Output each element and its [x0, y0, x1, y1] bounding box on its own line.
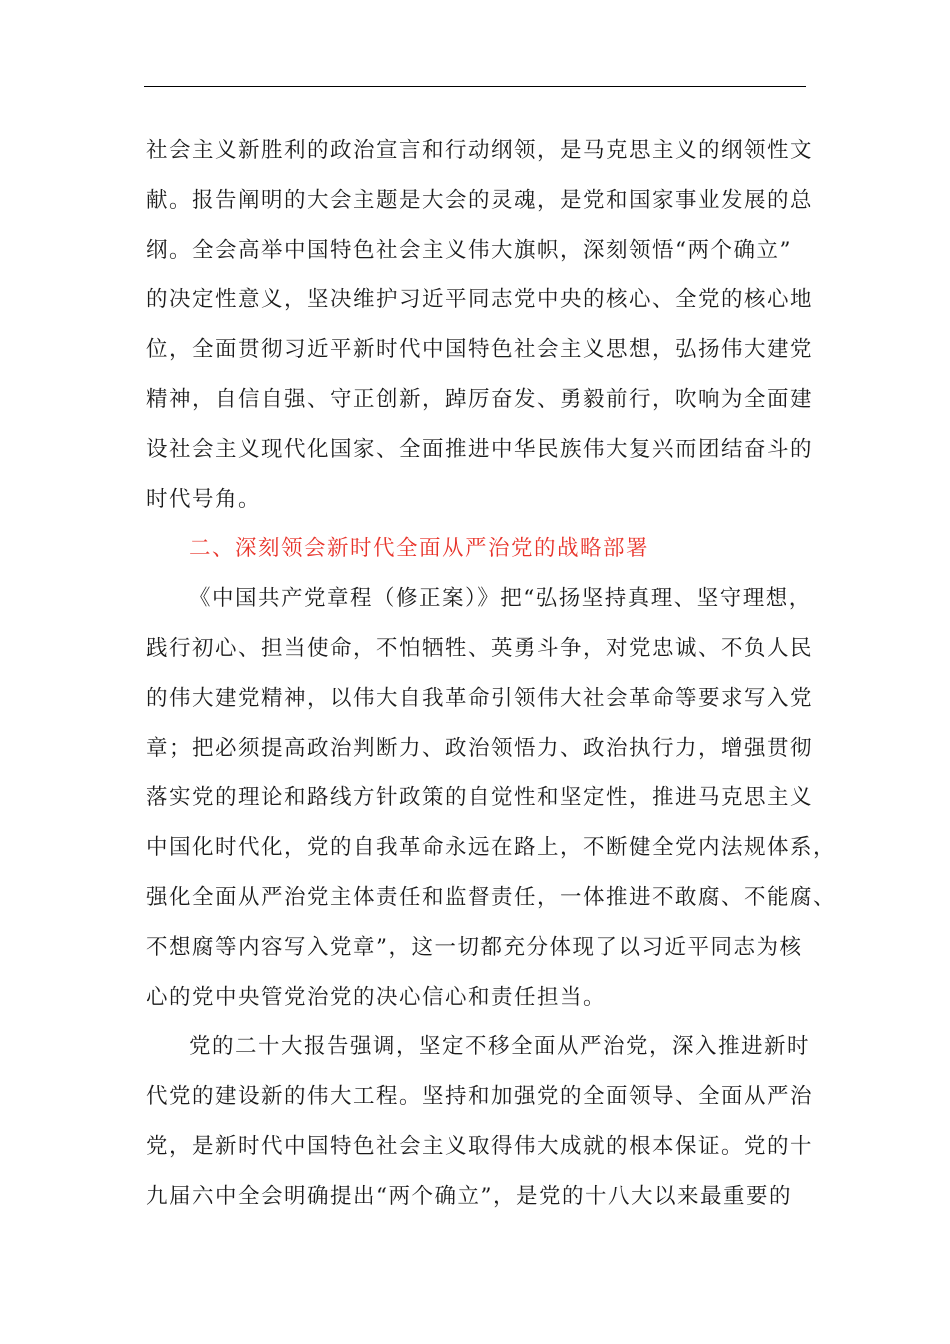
text-line: 的决定性意义，坚决维护习近平同志党中央的核心、全党的核心地	[146, 287, 814, 313]
text-line: 精神，自信自强、守正创新，踔厉奋发、勇毅前行，吹响为全面建	[146, 386, 814, 412]
text-line: 时代号角。	[146, 486, 262, 512]
text-line: 社会主义新胜利的政治宣言和行动纲领，是马克思主义的纲领性文	[146, 138, 814, 163]
paragraph-2	[146, 574, 837, 1022]
text-line: 位，全面贯彻习近平新时代中国特色社会主义思想，弘扬伟大建党	[146, 337, 814, 363]
paragraph-1	[146, 126, 814, 524]
text-line: 代党的建设新的伟大工程。坚持和加强党的全面领导、全面从严治	[146, 1084, 814, 1110]
text-line: 献。报告阐明的大会主题是大会的灵魂，是党和国家事业发展的总	[146, 187, 814, 213]
text-line: 落实党的理论和路线方针政策的自觉性和坚定性，推进马克思主义	[146, 785, 814, 811]
text-line: 党的二十大报告强调，坚定不移全面从严治党，深入推进新时	[189, 1034, 811, 1060]
section-heading-text: 二、深刻领会新时代全面从严治党的战略部署	[189, 536, 650, 562]
text-line: 不想腐等内容写入党章”，这一切都充分体现了以习近平同志为核	[146, 934, 803, 960]
section-heading	[146, 524, 808, 574]
text-line: 心的党中央管党治党的决心信心和责任担当。	[146, 984, 607, 1010]
text-line: 中国化时代化，党的自我革命永远在路上，不断健全党内法规体系，	[146, 835, 837, 861]
text-line: 践行初心、担当使命，不怕牺牲、英勇斗争，对党忠诚、不负人民	[146, 635, 814, 661]
text-line: 纲。全会高举中国特色社会主义伟大旗帜，深刻领悟“两个确立”	[146, 237, 792, 263]
header-rule	[144, 86, 806, 87]
text-line: 强化全面从严治党主体责任和监督责任，一体推进不敢腐、不能腐、	[146, 884, 837, 910]
text-line: 党，是新时代中国特色社会主义取得伟大成就的根本保证。党的十	[146, 1133, 814, 1159]
text-line: 《中国共产党章程（修正案）》把“弘扬坚持真理、坚守理想，	[189, 586, 812, 612]
text-line: 九届六中全会明确提出“两个确立”，是党的十八大以来最重要的	[146, 1183, 792, 1209]
text-line: 设社会主义现代化国家、全面推进中华民族伟大复兴而团结奋斗的	[146, 436, 814, 462]
text-line: 的伟大建党精神，以伟大自我革命引领伟大社会革命等要求写入党	[146, 685, 814, 711]
document-body	[146, 126, 837, 1222]
paragraph-3	[146, 1022, 814, 1221]
text-line: 章；把必须提高政治判断力、政治领悟力、政治执行力，增强贯彻	[146, 735, 814, 761]
